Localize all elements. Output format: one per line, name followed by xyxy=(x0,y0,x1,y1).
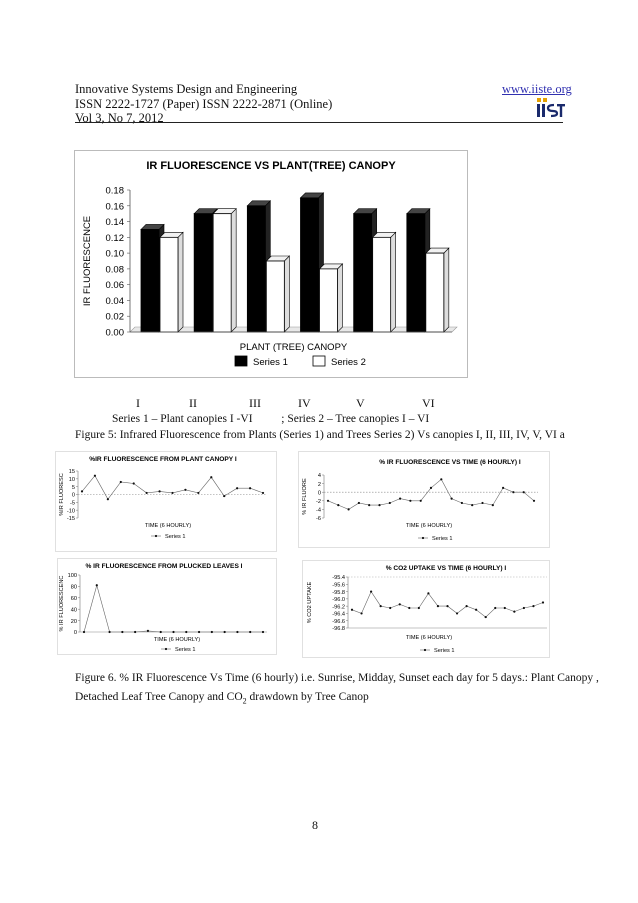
bar-2-II xyxy=(213,214,231,332)
roman-label: VI xyxy=(422,396,435,410)
bar-1-II xyxy=(194,214,212,332)
x-axis-label: TIME (6 HOURLY) xyxy=(144,523,192,529)
legend-marker xyxy=(155,535,157,537)
chart-title: IR FLUORESCENCE VS PLANT(TREE) CANOPY xyxy=(146,160,396,172)
data-point xyxy=(456,612,458,614)
plant-canopy-line-chart xyxy=(55,451,277,552)
bar-2-IV xyxy=(320,269,338,332)
y-tick-label: -96.6 xyxy=(332,618,345,625)
journal-name: Innovative Systems Design and Engineering xyxy=(75,82,298,96)
legend-swatch xyxy=(235,356,247,366)
page-number: 8 xyxy=(312,818,318,832)
data-point xyxy=(358,502,360,504)
data-point xyxy=(147,630,149,632)
y-tick-label: -96.0 xyxy=(332,597,345,604)
legend-label: Series 1 xyxy=(175,647,196,653)
y-tick-label: 0 xyxy=(71,492,75,499)
y-tick-label: 0.16 xyxy=(105,201,124,213)
bar-side xyxy=(338,264,343,332)
data-point xyxy=(378,504,380,506)
data-point xyxy=(236,631,238,633)
y-tick-label: 0.04 xyxy=(105,295,124,307)
data-point xyxy=(224,631,226,633)
data-point xyxy=(160,631,162,633)
figure5-caption: Figure 5: Infrared Fluorescence from Plants (Series 1) and Trees Series 2) Vs canopies I, II, III, IV, V, VI a xyxy=(75,429,565,441)
bar-side xyxy=(444,248,449,332)
data-point xyxy=(262,492,264,494)
data-point xyxy=(327,500,329,502)
caption-text: Detached Leaf Tree Canopy and CO xyxy=(75,691,243,703)
roman-label: II xyxy=(189,396,197,410)
data-point xyxy=(494,607,496,609)
bar-side xyxy=(284,256,289,332)
y-tick-label: -96.4 xyxy=(332,611,345,618)
data-point xyxy=(223,495,225,497)
data-point xyxy=(523,607,525,609)
data-point xyxy=(418,607,420,609)
data-point xyxy=(133,482,135,484)
ir-vs-time-line-chart xyxy=(298,451,550,548)
data-point xyxy=(96,584,98,586)
legend-marker xyxy=(422,537,424,539)
data-point xyxy=(502,487,504,489)
data-point xyxy=(461,502,463,504)
data-point xyxy=(368,504,370,506)
data-point xyxy=(542,601,544,603)
chart-title: % IR FLUORESCENCE VS TIME (6 HOURLY) I xyxy=(379,459,521,466)
data-point xyxy=(337,504,339,506)
journal-header xyxy=(75,82,332,126)
data-point xyxy=(121,631,123,633)
y-axis-label: % IR FLUORESCENC xyxy=(59,575,65,632)
y-tick-label: -4 xyxy=(316,507,321,514)
figure5-series-note: Series 1 – Plant canopies I -VI ; Series 2 – Tree canopies I – VI xyxy=(112,413,430,425)
data-point xyxy=(146,492,148,494)
ir-fluorescence-bar-chart xyxy=(74,150,468,378)
caption-subscript: 2 xyxy=(242,696,247,706)
bar-side xyxy=(231,209,236,332)
data-point xyxy=(389,502,391,504)
co2-uptake-line-chart xyxy=(302,560,550,658)
caption-text: drawdown by Tree Canop xyxy=(246,691,369,703)
y-tick-label: 0.02 xyxy=(105,311,124,323)
data-point xyxy=(158,490,160,492)
data-point xyxy=(440,478,442,480)
figure6-caption-line1: Figure 6. % IR Fluorescence Vs Time (6 hourly) i.e. Sunrise, Midday, Sunset each day for 5 days.: Plant Canopy , xyxy=(75,672,599,684)
bar-1-VI xyxy=(407,214,425,332)
y-tick-label: -95.8 xyxy=(332,589,345,596)
data-point xyxy=(399,498,401,500)
data-point xyxy=(533,500,535,502)
data-point xyxy=(108,631,110,633)
data-point xyxy=(420,500,422,502)
legend-label: Series 1 xyxy=(432,536,453,542)
chart-title: % IR FLUORESCENCE FROM PLUCKED LEAVES I xyxy=(85,563,243,570)
data-point xyxy=(408,607,410,609)
data-point xyxy=(134,631,136,633)
data-point xyxy=(389,607,391,609)
bar-1-IV xyxy=(301,198,319,332)
y-tick-label: 0 xyxy=(73,630,77,637)
x-axis-label: TIME (6 HOURLY) xyxy=(405,635,453,641)
y-tick-label: 15 xyxy=(68,469,75,476)
y-tick-label: 100 xyxy=(67,573,77,580)
y-axis-label: % CO2 UPTAKE xyxy=(307,581,313,624)
journal-url-link[interactable]: www.iiste.org xyxy=(502,82,572,96)
y-tick-label: -95.6 xyxy=(332,582,345,589)
data-point xyxy=(83,631,85,633)
y-tick-label: 0.08 xyxy=(105,264,124,276)
chart-title: %IR FLUORESCENCE FROM PLANT CANOPY I xyxy=(89,456,237,463)
legend-swatch xyxy=(313,356,325,366)
data-point xyxy=(236,487,238,489)
bar-1-V xyxy=(354,214,372,332)
data-point xyxy=(249,487,251,489)
y-axis-label: % IR FLUORE xyxy=(302,478,308,515)
data-point xyxy=(262,631,264,633)
journal-issn: ISSN 2222-1727 (Paper) ISSN 2222-2871 (Online) xyxy=(75,96,333,111)
data-point xyxy=(513,611,515,613)
y-tick-label: -10 xyxy=(66,508,75,515)
data-point xyxy=(481,502,483,504)
header-divider xyxy=(75,122,563,123)
data-point xyxy=(451,498,453,500)
y-tick-label: -2 xyxy=(316,499,321,505)
legend-label: Series 2 xyxy=(331,357,366,368)
data-point xyxy=(485,616,487,618)
data-point xyxy=(94,475,96,477)
bar-side xyxy=(178,232,183,332)
bar-1-III xyxy=(247,206,265,332)
y-tick-label: 0.10 xyxy=(105,248,124,260)
data-point xyxy=(427,592,429,594)
x-axis-label: PLANT (TREE) CANOPY xyxy=(239,342,348,353)
legend-label: Series 1 xyxy=(253,357,288,368)
data-point xyxy=(492,504,494,506)
data-point xyxy=(360,612,362,614)
data-point xyxy=(504,607,506,609)
data-point xyxy=(351,609,353,611)
data-point xyxy=(198,631,200,633)
data-point xyxy=(409,500,411,502)
y-tick-label: -96.8 xyxy=(332,626,345,633)
data-point xyxy=(430,487,432,489)
plucked-leaves-line-chart xyxy=(57,558,277,655)
data-point xyxy=(523,491,525,493)
bar-2-V xyxy=(373,237,391,332)
data-point xyxy=(370,590,372,592)
data-point xyxy=(466,605,468,607)
y-axis-label: IR FLUORESCENCE xyxy=(82,215,93,307)
data-point xyxy=(249,631,251,633)
x-axis-label: TIME (6 HOURLY) xyxy=(405,523,453,529)
y-tick-label: 4 xyxy=(317,473,321,480)
bar-2-I xyxy=(160,237,178,332)
y-tick-label: 80 xyxy=(70,584,77,591)
data-point xyxy=(171,492,173,494)
y-tick-label: 0.06 xyxy=(105,280,124,292)
roman-label: I xyxy=(136,396,140,410)
data-point xyxy=(471,504,473,506)
y-tick-label: 40 xyxy=(70,607,77,614)
data-point xyxy=(81,490,83,492)
data-point xyxy=(211,631,213,633)
figure6-caption xyxy=(75,669,599,710)
y-tick-label: 60 xyxy=(70,596,77,602)
journal-volume: Vol 3, No 7, 2012 xyxy=(75,111,164,125)
legend-label: Series 1 xyxy=(434,648,455,654)
legend-marker xyxy=(424,649,426,651)
roman-label: V xyxy=(356,396,365,410)
data-point xyxy=(437,605,439,607)
data-point xyxy=(172,631,174,633)
y-tick-label: 10 xyxy=(68,477,75,484)
data-point xyxy=(475,609,477,611)
roman-label: IV xyxy=(298,396,311,410)
roman-label: III xyxy=(249,396,261,410)
data-point xyxy=(512,491,514,493)
y-tick-label: 0.00 xyxy=(105,327,124,339)
y-tick-label: -95.4 xyxy=(332,575,345,582)
legend-marker xyxy=(165,648,167,650)
data-point xyxy=(399,603,401,605)
y-tick-label: -96.2 xyxy=(332,604,345,611)
data-point xyxy=(532,605,534,607)
legend-label: Series 1 xyxy=(165,534,186,540)
data-point xyxy=(120,481,122,483)
y-tick-label: 5 xyxy=(71,484,75,491)
iiste-logo-mark xyxy=(536,98,566,118)
y-tick-label: 0.14 xyxy=(105,217,124,229)
y-tick-label: 20 xyxy=(70,618,77,625)
y-tick-label: -15 xyxy=(66,516,75,523)
data-point xyxy=(348,508,350,510)
y-tick-label: -6 xyxy=(316,516,321,523)
figure6-caption-line2 xyxy=(75,688,565,710)
data-point xyxy=(197,492,199,494)
data-point xyxy=(185,631,187,633)
bar-side xyxy=(391,232,396,332)
bar-1-I xyxy=(141,229,159,332)
x-axis-label: TIME (6 HOURLY) xyxy=(153,637,201,643)
iiste-logo xyxy=(536,98,564,116)
y-tick-label: 0.18 xyxy=(105,185,124,197)
y-tick-label: 2 xyxy=(317,481,321,488)
bar-2-VI xyxy=(426,253,444,332)
data-point xyxy=(210,476,212,478)
data-point xyxy=(380,605,382,607)
data-point xyxy=(107,498,109,500)
data-point xyxy=(184,489,186,491)
y-tick-label: 0.12 xyxy=(105,232,124,244)
chart-title: % CO2 UPTAKE VS TIME (6 HOURLY) I xyxy=(385,565,507,572)
y-axis-label: %IR FLUORESC xyxy=(59,473,65,516)
bar-2-III xyxy=(266,261,284,332)
data-point xyxy=(446,605,448,607)
y-tick-label: 0 xyxy=(317,490,321,497)
y-tick-label: -5 xyxy=(70,500,75,507)
